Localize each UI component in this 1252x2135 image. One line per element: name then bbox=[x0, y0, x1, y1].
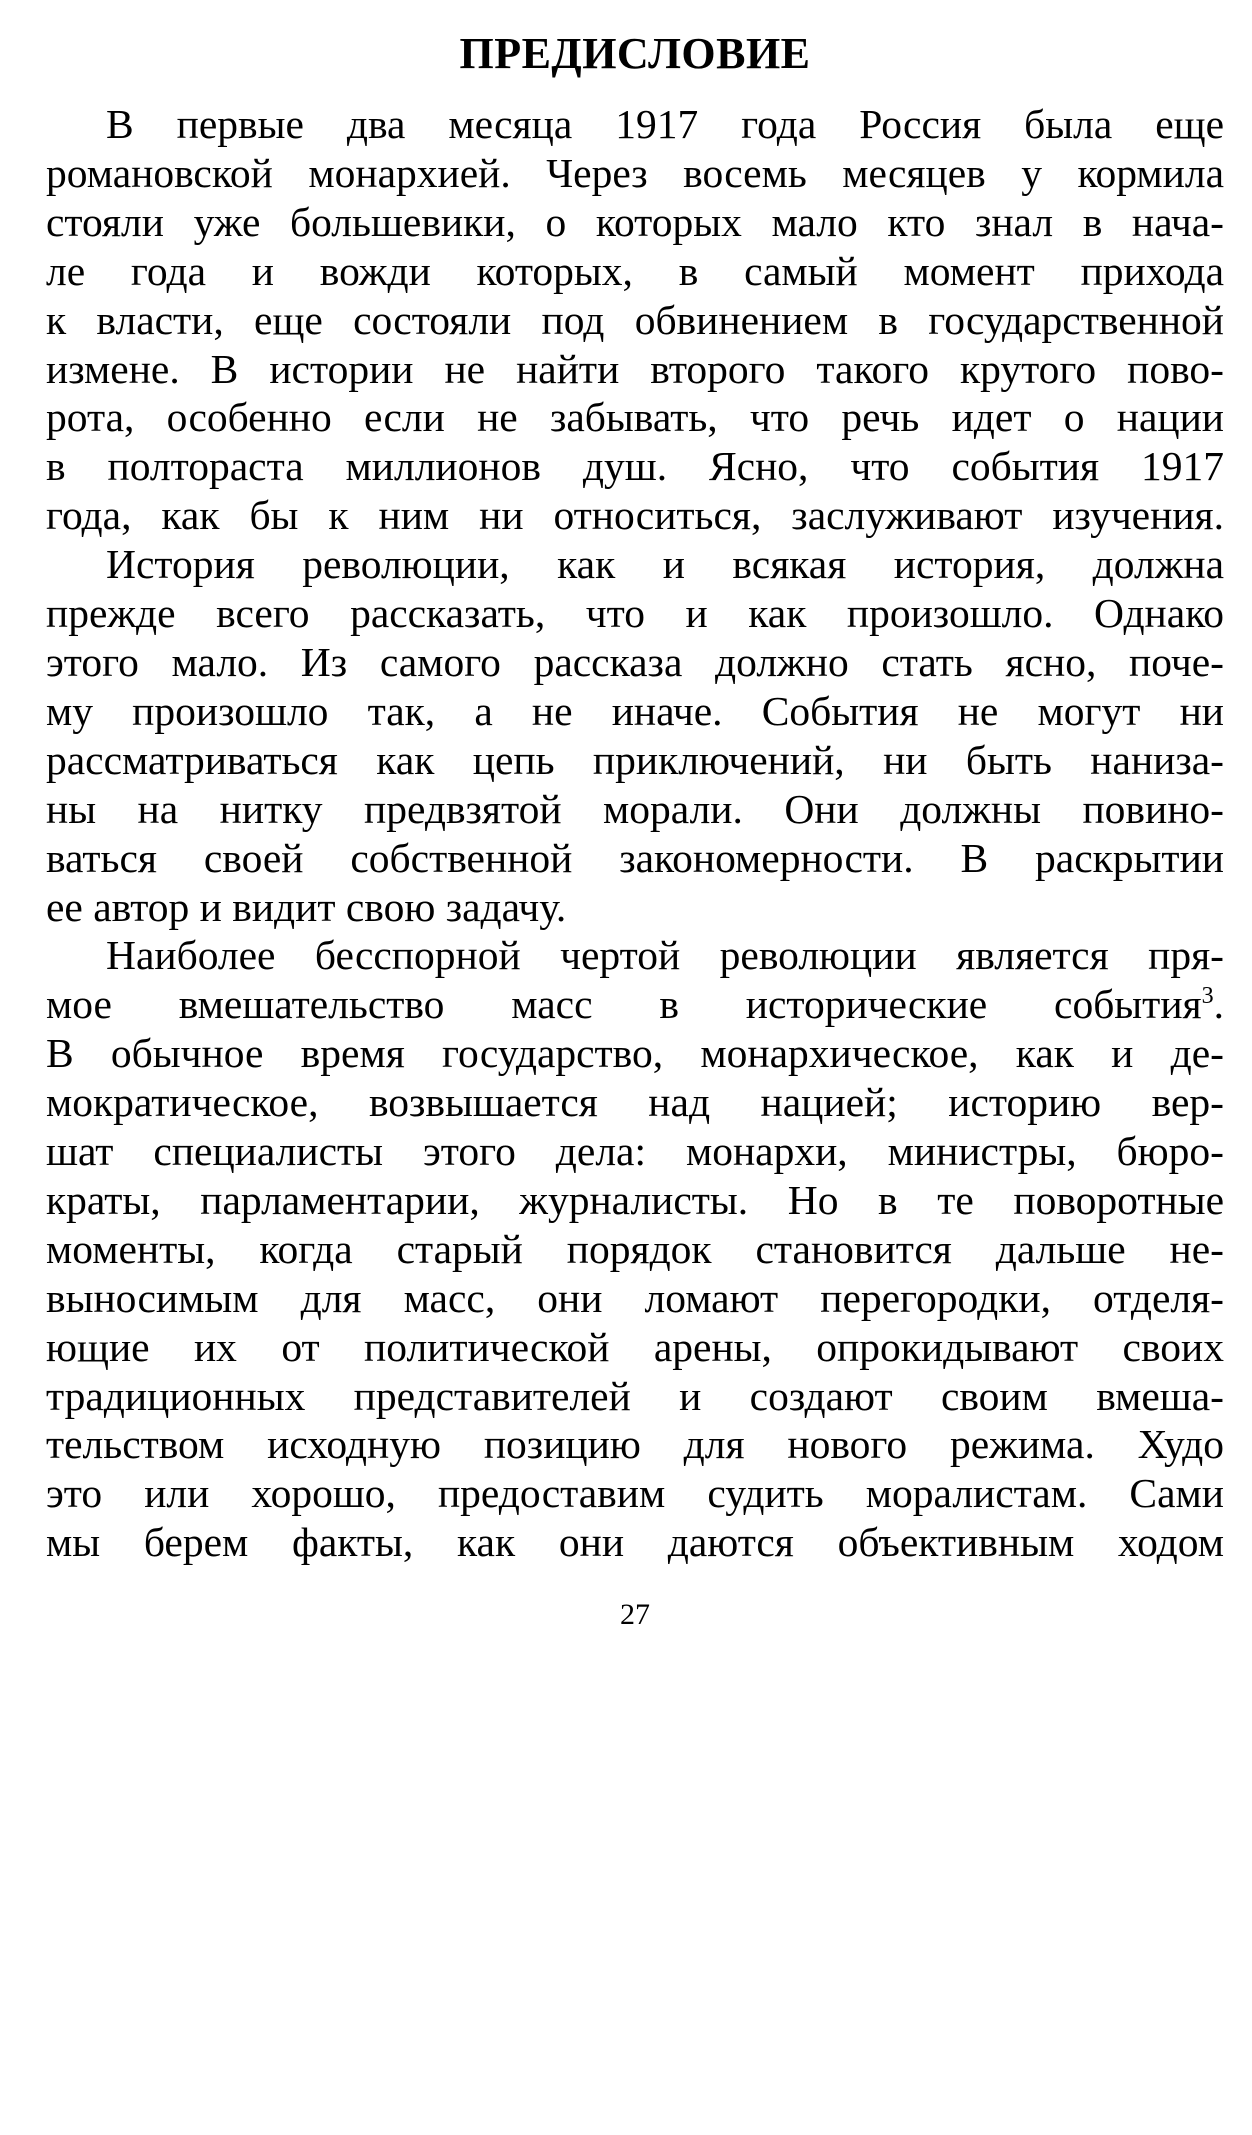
text-line: измене. В истории не найти второго такого крутого пово- bbox=[46, 345, 1224, 392]
text-line: традиционных представителей и создают своим вмеша- bbox=[46, 1372, 1224, 1419]
paragraph-2 bbox=[46, 540, 1224, 931]
text-line: ле года и вожди которых, в самый момент прихода bbox=[46, 247, 1224, 294]
text-line: ны на нитку предвзятой морали. Они должны повино- bbox=[46, 785, 1224, 832]
text-line: рота, особенно если не забывать, что речь идет о нации bbox=[46, 394, 1224, 441]
text-line: ющие их от политической арены, опрокидывают своих bbox=[46, 1323, 1224, 1370]
text-line: года, как бы к ним ни относиться, заслуживают изучения. bbox=[46, 492, 1224, 539]
text-line: к власти, еще состояли под обвинением в государственной bbox=[46, 296, 1224, 343]
page-title: ПРЕДИСЛОВИЕ bbox=[459, 29, 811, 78]
text-line: ваться своей собственной закономерности. В раскрытии bbox=[46, 834, 1224, 881]
text-line: В первые два месяца 1917 года Россия была еще bbox=[106, 101, 1224, 147]
text-line: мы берем факты, как они даются объективным ходом bbox=[46, 1519, 1224, 1566]
text-line: ее автор и видит свою задачу. bbox=[46, 883, 567, 930]
text-line-body: мое вмешательство масс в исторические события bbox=[46, 981, 1202, 1028]
text-line-with-footnote bbox=[46, 980, 1224, 1029]
text-line: шат специалисты этого дела: монархи, министры, бюро- bbox=[46, 1128, 1224, 1175]
text-line: краты, парламентарии, журналисты. Но в те поворотные bbox=[46, 1176, 1224, 1223]
text-line: История революции, как и всякая история, должна bbox=[106, 541, 1224, 588]
text-line: рассматриваться как цепь приключений, ни быть наниза- bbox=[46, 736, 1224, 783]
paragraph-1 bbox=[46, 100, 1224, 540]
footnote-suffix: . bbox=[1213, 981, 1224, 1028]
text-line: романовской монархией. Через восемь месяцев у кормила bbox=[46, 149, 1224, 196]
text-line: выносимым для масс, они ломают перегородки, отделя- bbox=[46, 1274, 1224, 1321]
footnote-reference[interactable]: 3 bbox=[1201, 983, 1214, 1010]
book-page bbox=[46, 22, 1224, 1635]
text-line: тельством исходную позицию для нового режима. Худо bbox=[46, 1421, 1224, 1468]
text-line: этого мало. Из самого рассказа должно стать ясно, поче- bbox=[46, 638, 1224, 685]
text-line: моменты, когда старый порядок становится дальше не- bbox=[46, 1225, 1224, 1272]
text-line: мократическое, возвышается над нацией; историю вер- bbox=[46, 1079, 1224, 1126]
text-line: стояли уже большевики, о которых мало кто знал в нача- bbox=[46, 198, 1224, 245]
paragraph-3 bbox=[46, 931, 1224, 1567]
text-line: му произошло так, а не иначе. События не могут ни bbox=[46, 687, 1224, 734]
page-number: 27 bbox=[620, 1598, 650, 1632]
text-line: Наиболее бесспорной чертой революции является пря- bbox=[106, 932, 1224, 979]
text-line: в полтораста миллионов душ. Ясно, что события 1917 bbox=[46, 443, 1224, 490]
text-line: это или хорошо, предоставим судить моралистам. Сами bbox=[46, 1470, 1224, 1517]
text-line: В обычное время государство, монархическое, как и де- bbox=[46, 1030, 1224, 1077]
text-line: прежде всего рассказать, что и как произошло. Однако bbox=[46, 590, 1224, 637]
